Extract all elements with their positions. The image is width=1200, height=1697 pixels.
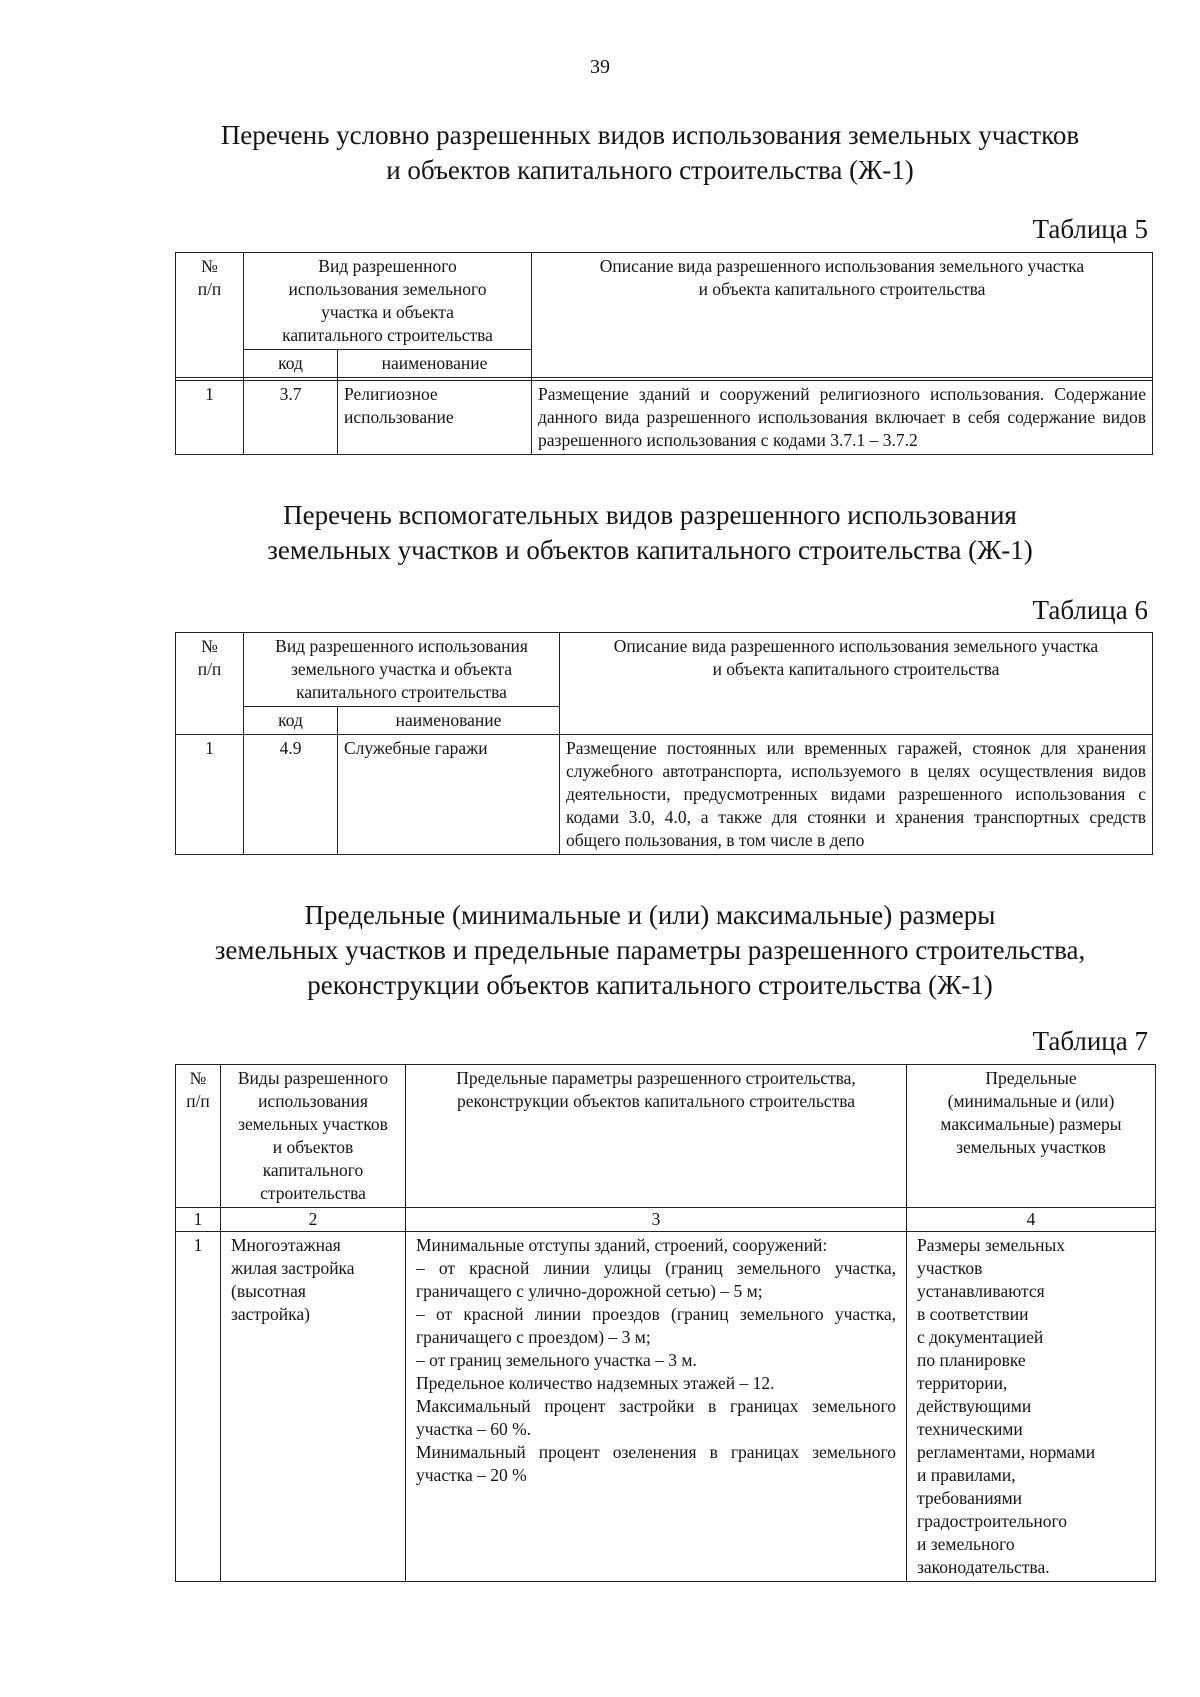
header-type-line: использования земельного (288, 279, 487, 299)
section2-title (150, 498, 1150, 568)
header-desc (532, 253, 1153, 378)
params-line: – от красной линии улицы (границ земельного участка, граничащего с улично-дорожной сетью) – 5 м; (416, 1258, 896, 1301)
header-type-line: капитального строительства (282, 325, 493, 345)
header-desc (560, 633, 1153, 735)
header-desc-line: и объекта капитального строительства (712, 659, 1000, 679)
row-type-line: застройка) (231, 1304, 311, 1324)
header-desc-line: Описание вида разрешенного использования земельного участка (613, 636, 1099, 656)
header-num (176, 253, 244, 378)
section3-title-line: реконструкции объектов капитального строительства (Ж-1) (307, 970, 993, 1000)
sizes-line: градостроительного (917, 1511, 1068, 1531)
header-sizes-line: максимальные) размеры (940, 1114, 1122, 1134)
row-type (221, 1232, 406, 1582)
params-line: – от границ земельного участка – 3 м. (416, 1350, 697, 1370)
section2-title-line: земельных участков и объектов капитального строительства (Ж-1) (267, 535, 1033, 565)
header-type (244, 253, 532, 350)
row-num: 1 (176, 735, 244, 855)
header-type-line: и объектов (272, 1137, 354, 1157)
header-num (176, 1065, 221, 1208)
header-type (244, 633, 560, 707)
sizes-line: устанавливаются (917, 1281, 1045, 1301)
row-sizes (907, 1232, 1156, 1582)
header-desc-line: Описание вида разрешенного использования земельного участка (599, 256, 1085, 276)
row-type-line: жилая застройка (231, 1258, 355, 1278)
header-type-line: Вид разрешенного использования (275, 636, 528, 656)
params-line: Минимальный процент озеленения в границах земельного участка – 20 % (416, 1442, 896, 1485)
section1-title-line: Перечень условно разрешенных видов использования земельных участков (220, 120, 1080, 150)
row-type-line: (высотная (231, 1281, 306, 1301)
header-code: код (244, 707, 338, 735)
header-type-line: земельного участка и объекта (291, 659, 513, 679)
sizes-line: действующими (917, 1396, 1032, 1416)
row-num: 1 (176, 381, 244, 455)
sizes-line: с документацией (917, 1327, 1044, 1347)
table5-caption: Таблица 5 (1032, 214, 1148, 244)
header-sizes-line: Предельные (985, 1068, 1077, 1088)
header-type-line: Виды разрешенного (237, 1068, 389, 1088)
table7-caption: Таблица 7 (1032, 1026, 1148, 1056)
table-row (176, 735, 1153, 855)
col-number: 1 (176, 1208, 221, 1232)
sizes-line: техническими (917, 1419, 1023, 1439)
sizes-line: Размеры земельных (917, 1235, 1065, 1255)
header-sizes-line: (минимальные и (или) (947, 1091, 1115, 1111)
header-num-line: п/п (197, 659, 222, 679)
col-number: 3 (406, 1208, 907, 1232)
col-number: 4 (907, 1208, 1156, 1232)
sizes-line: по планировке (917, 1350, 1026, 1370)
row-code: 4.9 (244, 735, 338, 855)
sizes-line: территории, (917, 1373, 1008, 1393)
header-params (406, 1065, 907, 1208)
header-num-line: № (201, 636, 218, 656)
table6-caption: Таблица 6 (1032, 595, 1148, 625)
table-6 (175, 632, 1153, 855)
header-type-line: Вид разрешенного (318, 256, 457, 276)
header-type (221, 1065, 406, 1208)
section1-title-line: и объектов капитального строительства (Ж-1) (386, 155, 914, 185)
header-type-line: капитального строительства (296, 682, 507, 702)
row-num: 1 (176, 1232, 221, 1582)
header-type-line: земельных участков (238, 1114, 388, 1134)
section3-title-line: земельных участков и предельные параметры разрешенного строительства, (214, 935, 1086, 965)
header-type-line: участка и объекта (321, 302, 454, 322)
params-line: Предельное количество надземных этажей – 12. (416, 1373, 775, 1393)
sizes-line: регламентами, нормами (917, 1442, 1096, 1462)
sizes-line: в соответствии (917, 1304, 1029, 1324)
params-line: Минимальные отступы зданий, строений, сооружений: (416, 1235, 828, 1255)
row-name: Служебные гаражи (338, 735, 560, 855)
row-name: Религиозное использование (338, 381, 532, 455)
section3-title-line: Предельные (минимальные и (или) максимальные) размеры (304, 900, 996, 930)
row-code: 3.7 (244, 381, 338, 455)
header-name: наименование (338, 350, 532, 378)
header-type-line: использования (258, 1091, 368, 1111)
table-5 (175, 252, 1153, 455)
header-type-line: капитального (262, 1160, 364, 1180)
header-num-line: № (201, 256, 218, 276)
sizes-line: законодательства. (917, 1557, 1050, 1577)
header-params-line: Предельные параметры разрешенного строительства, (456, 1068, 856, 1088)
header-sizes (907, 1065, 1156, 1208)
row-desc: Размещение зданий и сооружений религиозного использования. Содержание данного вида разрешенного использования включает в себя содержание видов разрешенного использования с кодами 3.7.1 – 3.7.2 (532, 381, 1153, 455)
col-number: 2 (221, 1208, 406, 1232)
row-type-line: Многоэтажная (231, 1235, 341, 1255)
sizes-line: требованиями (917, 1488, 1023, 1508)
header-num (176, 633, 244, 735)
header-sizes-line: земельных участков (956, 1137, 1106, 1157)
column-numbers-row (176, 1208, 1156, 1232)
section3-title (150, 898, 1150, 1003)
page-number: 39 (590, 56, 610, 78)
table-row (176, 381, 1153, 455)
section1-title (150, 118, 1150, 188)
header-num-line: № (189, 1068, 207, 1088)
header-type-line: строительства (260, 1183, 366, 1203)
header-params-line: реконструкции объектов капитального строительства (456, 1091, 856, 1111)
row-desc: Размещение постоянных или временных гаражей, стоянок для хранения служебного автотранспорта, используемого в целях осуществления видов деятельности, предусмотренных видами разрешенного использования с кодами 3.0, 4.0, а также для стоянки и хранения транспортных средств общего пользования, в том числе в депо (560, 735, 1153, 855)
params-line: Максимальный процент застройки в границах земельного участка – 60 %. (416, 1396, 896, 1439)
header-code: код (244, 350, 338, 378)
sizes-line: участков (917, 1258, 983, 1278)
section2-title-line: Перечень вспомогательных видов разрешенного использования (283, 500, 1017, 530)
sizes-line: и земельного (917, 1534, 1015, 1554)
sizes-line: и правилами, (917, 1465, 1016, 1485)
header-num-line: п/п (186, 1091, 210, 1111)
header-name: наименование (338, 707, 560, 735)
table-row (176, 1232, 1156, 1582)
table-7 (175, 1064, 1156, 1582)
header-num-line: п/п (197, 279, 222, 299)
row-params (406, 1232, 907, 1582)
params-line: – от красной линии проездов (границ земельного участка, граничащего с проездом) – 3 м; (416, 1304, 896, 1347)
header-desc-line: и объекта капитального строительства (698, 279, 986, 299)
